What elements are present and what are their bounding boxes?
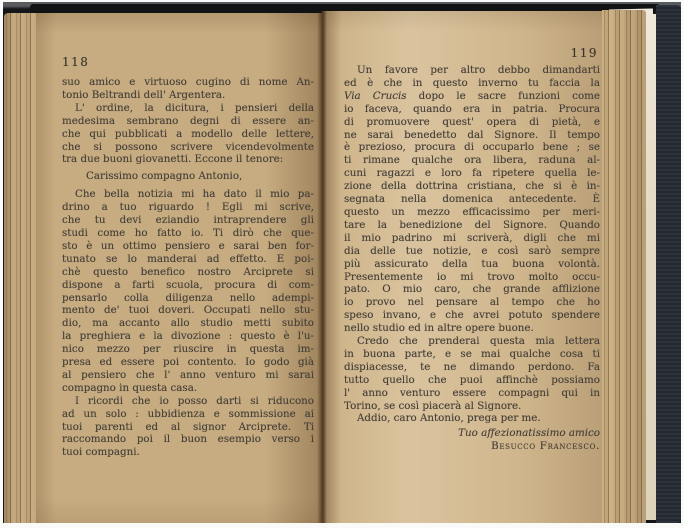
text-segment: nico mezzo per riuscire in questa im-: [62, 343, 314, 356]
text-line: [62, 279, 314, 292]
text-segment: Addio, caro Antonio, prega per me.: [357, 412, 541, 425]
text-segment: Credo che prenderai questa mia lettera: [357, 335, 600, 348]
text-segment: pato. O mio caro, che grande afflizione: [344, 283, 600, 296]
right-page-text: [344, 46, 600, 453]
text-line: [62, 382, 314, 395]
text-segment: tuoi parenti ed al signor Arciprete. Ti: [62, 420, 314, 433]
text-segment: al pensiero che l' anno venturo mi sarai: [62, 368, 314, 381]
text-segment: tuoi compagni.: [62, 446, 140, 459]
text-line: [62, 292, 314, 305]
text-line: [62, 433, 314, 446]
text-line: [344, 232, 600, 245]
paragraph: [344, 335, 600, 412]
text-segment: io provo nel pensare al tempo che ho: [344, 296, 600, 309]
text-line: [344, 141, 600, 154]
text-segment: tra due buoni giovanetti. Eccone il tenore:: [62, 153, 284, 166]
text-line: [344, 322, 600, 335]
paragraph-continuation: [62, 76, 314, 102]
text-segment: tare la benedizione del Signore. Quando: [344, 218, 600, 231]
text-line: [344, 412, 600, 425]
text-line: [62, 369, 314, 382]
text-line: [62, 115, 314, 128]
text-segment: studi come ho fatto io. Ti dirò che que-: [62, 226, 314, 239]
text-line: [62, 201, 314, 214]
text-line: [344, 77, 600, 90]
text-segment: zione della dottrina cristiana, che si è in-: [344, 180, 600, 193]
text-segment: speso invano, e che avrei potuto spendere: [344, 309, 600, 322]
paragraph: [62, 102, 314, 167]
book-gutter: [317, 11, 327, 523]
text-segment: cuni ragazzi e loro fa ripetere quella le-: [344, 167, 600, 180]
text-segment: è prezioso, procura di occuparlo bene ; se: [344, 141, 600, 154]
text-segment: più assicurato della tua buona volontà.: [344, 257, 600, 270]
book-cover-right: [656, 5, 681, 523]
text-line: [344, 309, 600, 322]
text-segment: che tu devi eziandio intraprendere gli: [62, 214, 314, 227]
text-segment: dia delle tue notizie, e così sarò sempre: [344, 244, 600, 257]
text-line: [344, 400, 600, 413]
text-segment: tutto quello che puoi affinchè possiamo: [344, 373, 600, 386]
text-segment: presa ed essere poi contento. Io godo già: [62, 356, 314, 369]
text-line: [62, 446, 314, 459]
text-line: [344, 335, 600, 348]
text-line: [62, 343, 314, 356]
text-segment: Torino, se così piacerà al Signore.: [344, 399, 522, 412]
text-segment: drino a tuo riguardo ! Egli mi scrive,: [62, 201, 314, 214]
paragraph: [344, 412, 600, 425]
page-number-left: 118: [62, 55, 90, 69]
text-line: [62, 395, 314, 408]
text-line: [344, 167, 600, 180]
text-line: [344, 219, 600, 232]
text-segment: sto è un ottimo pensiero e sarai ben for-: [62, 239, 314, 252]
text-segment: Tuo affezionatissimo amico: [458, 427, 600, 440]
text-segment: Che bella notizia mi ha dato il mio pa-: [75, 188, 314, 201]
text-segment: mento de' tuoi doveri. Occupati nello stu-: [62, 304, 314, 317]
text-line: [62, 317, 314, 330]
text-line: [344, 427, 613, 440]
text-segment: dispiacesse, te ne dimando perdono. Fa: [344, 360, 600, 373]
text-segment: Presentemente io mi trovo molto occu-: [344, 270, 600, 283]
text-line: [344, 116, 600, 129]
text-line: [344, 348, 600, 361]
text-line: [62, 304, 314, 317]
text-line: [62, 76, 314, 89]
text-segment: segnata nella domenica antecedente. È: [344, 193, 600, 206]
text-segment: dispone a farti scuola, procura di com-: [62, 278, 314, 291]
text-line: [344, 193, 600, 206]
left-page-text: [62, 55, 314, 459]
text-line: [62, 227, 314, 240]
italic-text-segment: Via Crucis: [344, 89, 407, 102]
text-line: [344, 206, 600, 219]
text-segment: di promuovere quest' opera di pietà, e: [344, 115, 600, 128]
text-segment: L' ordine, la dicitura, i pensieri della: [75, 101, 314, 114]
text-segment: che qui pubblicati a modello delle lettere,: [62, 127, 314, 140]
text-segment: Un favore per altro debbo dimandarti: [357, 64, 600, 76]
text-segment: io faceva, quando era in patria. Procura: [344, 102, 600, 115]
text-segment: in buona parte, e se mai qualche cosa ti: [344, 347, 600, 360]
text-segment: tonio Beltrandi dell' Argentera.: [62, 88, 226, 101]
text-segment: chè questo benefico nostro Arciprete si: [62, 265, 314, 278]
paragraph: [344, 64, 600, 335]
page-number-right: 119: [570, 46, 598, 60]
text-segment: compagno in questa casa.: [62, 381, 198, 394]
text-segment: suo amico e virtuoso cugino di nome An-: [62, 76, 314, 88]
text-line: [344, 258, 600, 271]
text-line: [344, 129, 600, 142]
text-line: [62, 408, 314, 421]
text-line: [344, 296, 600, 309]
text-line: [62, 330, 314, 343]
text-line: [86, 170, 338, 183]
text-line: [344, 103, 600, 116]
text-segment: questo un mezzo efficacissimo per meri-: [344, 205, 600, 218]
text-segment: nello studio ed in altre opere buone.: [344, 322, 534, 335]
text-line: [344, 387, 600, 400]
text-line: [344, 271, 600, 284]
text-segment: la preghiera e la divozione : questo è l'u-: [62, 330, 314, 343]
text-segment: che si possono scrivere vicendevolmente: [62, 140, 314, 153]
text-line: [62, 421, 314, 434]
text-segment: ed è che in questo inverno tu faccia la: [344, 76, 600, 89]
text-segment: raccomando poi il buon esempio verso i: [62, 433, 314, 446]
text-line: [62, 240, 314, 253]
text-line: [344, 154, 600, 167]
text-line: [62, 214, 314, 227]
text-segment: Carissimo compagno Antonio,: [86, 170, 243, 183]
text-line: [344, 245, 600, 258]
text-segment: dopo le sacre funzioni come: [406, 89, 600, 102]
text-segment: I ricordi che io posso darti si riducono: [75, 394, 314, 407]
text-line: [344, 64, 600, 77]
text-line: [344, 283, 600, 296]
text-line: [62, 128, 314, 141]
left-page-edges: [4, 13, 37, 523]
text-segment: medesima sembrano degni di essere an-: [62, 114, 314, 127]
text-segment: l' anno venturo essere compagni qui in: [344, 386, 600, 399]
text-segment: Besucco Francesco.: [491, 440, 600, 453]
protruding-page: [645, 14, 656, 520]
text-line: [62, 266, 314, 279]
salutation: [62, 170, 314, 183]
signature-name: [344, 440, 600, 453]
text-segment: ti rimane qualche ora libera, raduna al-: [344, 154, 600, 167]
paragraph: [62, 188, 314, 395]
text-line: [62, 356, 314, 369]
text-line: [62, 188, 314, 201]
text-line: [344, 440, 627, 453]
text-segment: il mio padrino mi scriverà, digli che mi: [344, 231, 600, 244]
text-segment: ne sarai benedetto dal Signore. Il tempo: [344, 128, 600, 141]
left-page-blocks: [62, 76, 314, 459]
text-segment: pensarlo colla diligenza nello adempi-: [62, 291, 314, 304]
text-segment: tunato se lo manderai ad effetto. E poi-: [62, 252, 314, 265]
text-segment: dio, ma accanto allo studio metti subito: [62, 317, 314, 330]
text-line: [62, 89, 314, 102]
right-page-blocks: [344, 64, 600, 453]
text-line: [344, 374, 600, 387]
text-line: [62, 141, 314, 154]
text-line: [62, 253, 314, 266]
text-line: [62, 102, 314, 115]
text-line: [344, 180, 600, 193]
text-line: [62, 153, 314, 166]
paragraph: [62, 395, 314, 460]
signature-role: [344, 427, 600, 440]
text-segment: ad un solo : ubbidienza e sommissione ai: [62, 407, 314, 420]
text-line: [344, 90, 600, 103]
text-line: [344, 361, 600, 374]
